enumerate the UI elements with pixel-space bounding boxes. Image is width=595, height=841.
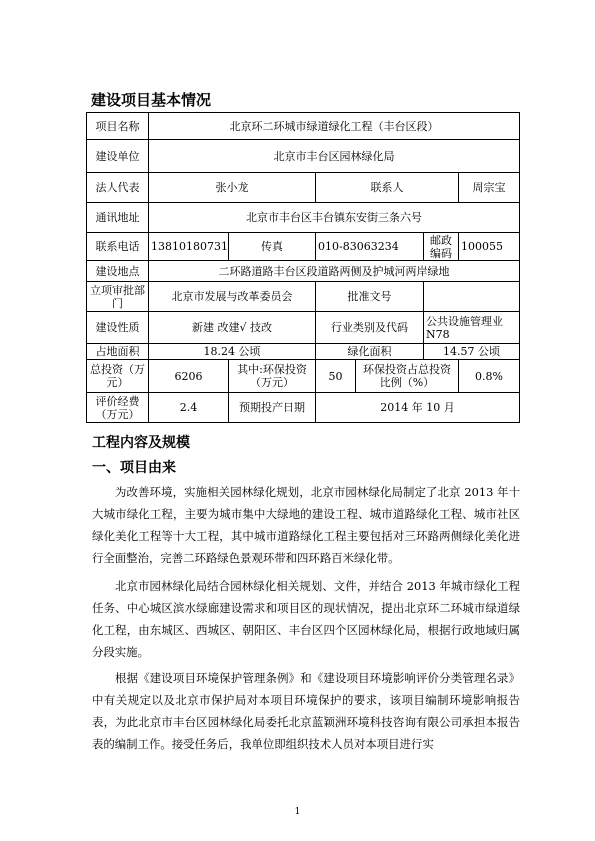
- basic-info-table: [86, 112, 520, 423]
- total-invest-value: 6206: [149, 360, 229, 393]
- approval-no-value: [424, 282, 520, 312]
- sub-title: 一、项目由来: [92, 460, 176, 476]
- fax-value: 010-83063234: [316, 233, 424, 261]
- row-nature: [87, 312, 520, 344]
- paragraph-2: 北京市园林绿化局结合园林绿化相关规划、文件，并结合 2013 年城市绿化工程任务、中心城区滨水绿廊建设需求和项目区的现状情况，提出北京环二环城市绿道绿化工程，由东城区、西城区、朝阳区、丰台区四个区园林绿化局，根据行政地域归属分段实施。: [92, 579, 520, 659]
- postcode-label: 邮政编码: [424, 233, 459, 261]
- approval-no-label: 批准文号: [316, 282, 424, 312]
- industry-label: 行业类别及代码: [316, 312, 424, 344]
- row-approval: [87, 282, 520, 312]
- total-invest-label: 总投资（万元）: [87, 360, 149, 393]
- paragraph-1: 为改善环境，实施相关园林绿化规划，北京市园林绿化局制定了北京 2013 年十大城市绿化工程，主要为城市集中大绿地的建设工程、城市道路绿化工程、城市社区绿化美化工程等十大工程，其中城市道路绿化工程主要包括对三环路两侧绿化美化进行全面整治，完善二环路绿色景观环带和四环路百米绿化带。: [92, 485, 520, 565]
- postcode-value: 100055: [459, 233, 520, 261]
- row-project-name: [87, 113, 520, 140]
- page-number: 1: [294, 807, 301, 817]
- row-contact-info: [87, 233, 520, 261]
- env-invest-value: 50: [316, 360, 356, 393]
- construction-unit-value: 北京市丰台区园林绿化局: [149, 140, 520, 173]
- legal-rep-value: 张小龙: [149, 173, 316, 203]
- land-area-label: 占地面积: [87, 344, 149, 360]
- row-legal-rep: [87, 173, 520, 203]
- industry-value: 公共设施管理业N78: [424, 312, 520, 344]
- approval-dept-value: 北京市发展与改革委员会: [149, 282, 316, 312]
- project-name-label: 项目名称: [87, 113, 149, 140]
- fax-label: 传真: [229, 233, 316, 261]
- row-construction-unit: [87, 140, 520, 173]
- env-ratio-label: 环保投资占总投资比例（%）: [356, 360, 459, 393]
- green-area-label: 绿化面积: [316, 344, 424, 360]
- row-location: [87, 261, 520, 282]
- construction-unit-label: 建设单位: [87, 140, 149, 173]
- project-name-value: 北京环二环城市绿道绿化工程（丰台区段）: [149, 113, 520, 140]
- address-label: 通讯地址: [87, 203, 149, 233]
- page-heading: 建设项目基本情况: [91, 91, 212, 109]
- row-address: [87, 203, 520, 233]
- contact-label: 联系人: [316, 173, 459, 203]
- row-area: [87, 344, 520, 360]
- production-date-label: 预期投产日期: [229, 393, 316, 423]
- section-title: 工程内容及规模: [92, 435, 190, 451]
- eval-fee-label: 评价经费（万元）: [87, 393, 149, 423]
- contact-value: 周宗宝: [459, 173, 520, 203]
- approval-dept-label: 立项审批部门: [87, 282, 149, 312]
- legal-rep-label: 法人代表: [87, 173, 149, 203]
- phone-label: 联系电话: [87, 233, 149, 261]
- env-ratio-value: 0.8%: [459, 360, 520, 393]
- nature-label: 建设性质: [87, 312, 149, 344]
- production-date-value: 2014 年 10 月: [316, 393, 520, 423]
- address-value: 北京市丰台区丰台镇东安街三条六号: [149, 203, 520, 233]
- green-area-value: 14.57 公顷: [424, 344, 520, 360]
- row-investment: [87, 360, 520, 393]
- eval-fee-value: 2.4: [149, 393, 229, 423]
- phone-value: 13810180731: [149, 233, 229, 261]
- env-invest-label: 其中:环保投资（万元）: [229, 360, 316, 393]
- location-value: 二环路道路丰台区段道路两侧及护城河两岸绿地: [149, 261, 520, 282]
- paragraph-3: 根据《建设项目环境保护管理条例》和《建设项目环境影响评价分类管理名录》中有关规定以及北京市保护局对本项目环境保护的要求，该项目编制环境影响报告表，为此北京市丰台区园林绿化局委托北京蓝颖洲环境科技咨询有限公司承担本报告表的编制工作。接受任务后，我单位即组织技术人员对本项目进行实: [92, 671, 520, 751]
- nature-value: 新建 改建√ 技改: [149, 312, 316, 344]
- land-area-value: 18.24 公顷: [149, 344, 316, 360]
- location-label: 建设地点: [87, 261, 149, 282]
- row-eval-fee: [87, 393, 520, 423]
